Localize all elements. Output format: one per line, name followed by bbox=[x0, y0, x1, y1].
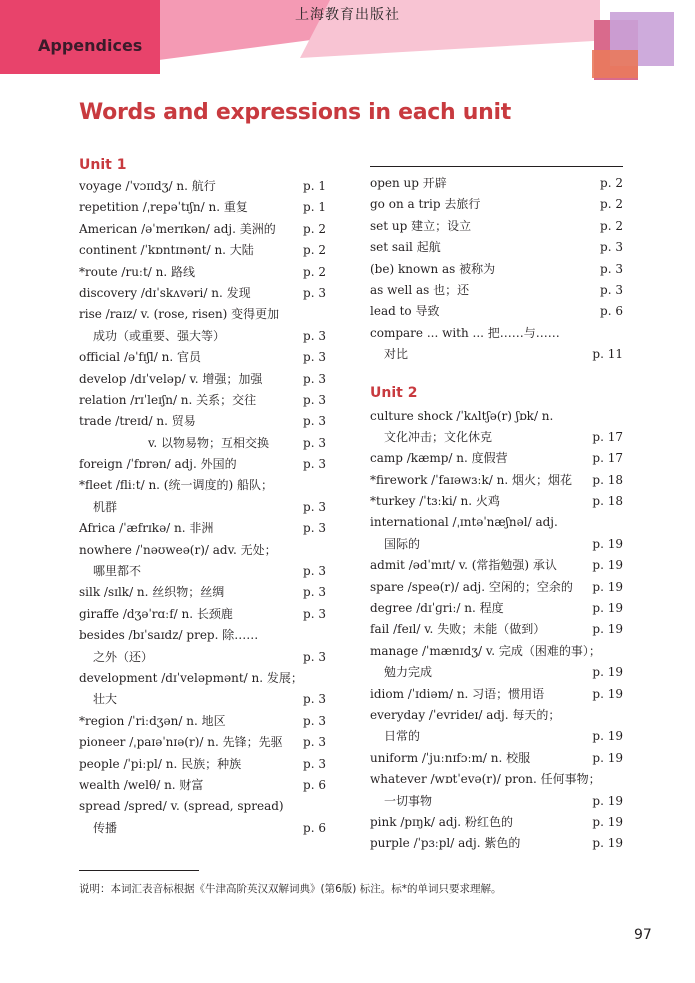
unit-heading: Unit 1 bbox=[79, 157, 127, 173]
section-label: Appendices bbox=[38, 36, 143, 55]
vocab-entry-text: giraffe /dʒəˈrɑːf/ n. 长颈鹿 bbox=[79, 606, 233, 621]
footnote-rule bbox=[79, 870, 199, 871]
vocab-entry-text: nowhere /ˈnəʊweə(r)/ adv. 无处； bbox=[79, 542, 277, 557]
vocab-entry-text: relation /rɪˈleɪʃn/ n. 关系；交往 bbox=[79, 392, 257, 407]
vocab-entry bbox=[79, 711, 326, 732]
vocab-entry-page: p. 18 bbox=[592, 472, 623, 487]
vocab-entry-page: p. 19 bbox=[592, 750, 623, 765]
vocab-entry bbox=[79, 454, 326, 475]
vocab-entry bbox=[79, 197, 326, 218]
vocab-entry bbox=[79, 326, 326, 347]
vocab-entry-text: Africa /ˈæfrɪkə/ n. 非洲 bbox=[79, 521, 214, 536]
vocab-entry bbox=[370, 194, 623, 215]
vocab-entry-page: p. 3 bbox=[303, 392, 326, 407]
vocab-entry-text: whatever /wɒtˈevə(r)/ pron. 任何事物； bbox=[370, 772, 601, 787]
vocab-entry-text: go on a trip 去旅行 bbox=[370, 197, 481, 212]
vocab-entry bbox=[79, 775, 326, 796]
vocab-entry-text: pink /pɪŋk/ adj. 粉红色的 bbox=[370, 814, 513, 829]
vocab-entry-text: 勉力完成 bbox=[384, 665, 433, 680]
vocab-entry-page: p. 3 bbox=[303, 350, 326, 365]
vocab-entry-text: everyday /ˈevrideɪ/ adj. 每天的； bbox=[370, 707, 561, 722]
vocab-entry bbox=[370, 301, 623, 322]
vocab-entry-text: 对比 bbox=[384, 347, 409, 362]
vocab-entry bbox=[370, 237, 623, 258]
vocab-entry-text: people /ˈpiːpl/ n. 民族；种族 bbox=[79, 756, 242, 771]
vocab-entry-text: American /əˈmerɪkən/ adj. 美洲的 bbox=[79, 221, 276, 236]
vocab-entry-page: p. 19 bbox=[592, 579, 623, 594]
vocab-entry-text: 文化冲击；文化休克 bbox=[384, 429, 493, 444]
vocab-entry-text: (be) known as 被称为 bbox=[370, 261, 496, 276]
vocab-entry bbox=[370, 470, 623, 491]
right-column bbox=[370, 166, 623, 855]
vocab-entry bbox=[370, 448, 623, 469]
vocab-entry bbox=[370, 684, 623, 705]
vocab-entry bbox=[79, 240, 326, 261]
vocab-entry bbox=[79, 411, 326, 432]
vocab-entry-page: p. 3 bbox=[303, 756, 326, 771]
vocab-entry bbox=[370, 598, 623, 619]
vocab-entry-text: 国际的 bbox=[384, 536, 421, 551]
vocab-entry-text: wealth /welθ/ n. 财富 bbox=[79, 777, 204, 792]
vocab-entry bbox=[79, 518, 326, 539]
vocab-entry-text: 成功（或重要、强大等） bbox=[93, 328, 226, 343]
vocab-entry bbox=[370, 344, 623, 365]
vocab-entry bbox=[370, 173, 623, 194]
vocab-entry bbox=[370, 769, 623, 790]
vocab-entry-page: p. 2 bbox=[303, 264, 326, 279]
vocab-entry-page: p. 19 bbox=[592, 836, 623, 851]
vocab-entry-text: foreign /ˈfɒrən/ adj. 外国的 bbox=[79, 457, 237, 472]
vocab-entry-page: p. 2 bbox=[600, 218, 623, 233]
vocab-entry-page: p. 2 bbox=[303, 243, 326, 258]
vocab-entry-page: p. 2 bbox=[600, 176, 623, 190]
vocab-entry-text: fail /feɪl/ v. 失败；未能（做到） bbox=[370, 622, 546, 637]
vocab-entry-page: p. 19 bbox=[592, 622, 623, 637]
vocab-entry-page: p. 3 bbox=[303, 585, 326, 600]
vocab-entry-text: 之外（还） bbox=[93, 649, 154, 664]
vocab-entry-text: uniform /ˈjuːnɪfɔːm/ n. 校服 bbox=[370, 750, 531, 765]
vocab-entry bbox=[370, 641, 623, 662]
vocab-entry-text: camp /kæmp/ n. 度假营 bbox=[370, 451, 508, 466]
vocab-entry bbox=[79, 176, 326, 197]
page-title: Words and expressions in each unit bbox=[79, 100, 511, 125]
vocab-entry-text: as well as 也；还 bbox=[370, 282, 470, 297]
vocab-entry bbox=[79, 283, 326, 304]
vocab-entry-page: p. 17 bbox=[592, 451, 623, 466]
vocab-entry-text: discovery /dɪˈskʌvəri/ n. 发现 bbox=[79, 285, 251, 300]
vocab-entry bbox=[370, 748, 623, 769]
vocab-entry-text: culture shock /ˈkʌltʃə(r) ʃɒk/ n. bbox=[370, 408, 554, 423]
vocab-entry bbox=[79, 796, 326, 817]
vocab-entry-text: 哪里都不 bbox=[93, 564, 142, 579]
vocab-entry bbox=[79, 689, 326, 710]
vocab-entry-page: p. 2 bbox=[303, 221, 326, 236]
vocab-entry bbox=[370, 555, 623, 576]
vocab-entry-page: p. 19 bbox=[592, 536, 623, 551]
vocab-entry bbox=[79, 754, 326, 775]
vocab-entry-text: lead to 导致 bbox=[370, 304, 440, 319]
vocab-entry-page: p. 3 bbox=[303, 564, 326, 579]
vocab-entry-text: set up 建立；设立 bbox=[370, 218, 472, 233]
vocab-entry bbox=[370, 791, 623, 812]
vocab-entry-text: compare ... with ... 把……与…… bbox=[370, 325, 560, 340]
vocab-entry-page: p. 19 bbox=[592, 814, 623, 829]
vocab-entry-page: p. 3 bbox=[303, 521, 326, 536]
vocab-entry-text: official /əˈfɪʃl/ n. 官员 bbox=[79, 350, 201, 365]
vocab-entry-page: p. 2 bbox=[600, 197, 623, 212]
vocab-entry-page: p. 3 bbox=[303, 649, 326, 664]
vocab-entry bbox=[79, 732, 326, 753]
vocab-entry bbox=[370, 662, 623, 683]
vocab-entry-page: p. 6 bbox=[303, 820, 326, 835]
vocab-entry bbox=[370, 512, 623, 533]
footnote: 说明：本词汇表音标根据《牛津高阶英汉双解词典》(第6版) 标注。标*的单词只要求理解。 bbox=[79, 883, 502, 895]
vocab-entry-page: p. 19 bbox=[592, 601, 623, 616]
vocab-entry bbox=[370, 406, 623, 427]
page-number: 97 bbox=[634, 927, 652, 943]
vocab-entry bbox=[370, 812, 623, 833]
vocab-entry-page: p. 19 bbox=[592, 729, 623, 744]
vocab-entry-text: silk /sɪlk/ n. 丝织物；丝绸 bbox=[79, 585, 225, 600]
vocab-entry-page: p. 19 bbox=[592, 793, 623, 808]
publisher-name: 上海教育出版社 bbox=[295, 7, 400, 23]
vocab-entry-page: p. 3 bbox=[600, 282, 623, 297]
vocab-entry-page: p. 1 bbox=[303, 179, 326, 193]
header-deco-block bbox=[592, 50, 638, 78]
vocab-entry-text: *route /ruːt/ n. 路线 bbox=[79, 264, 196, 279]
vocab-entry bbox=[370, 619, 623, 640]
vocab-entry-text: 机群 bbox=[93, 499, 118, 514]
vocab-entry bbox=[370, 577, 623, 598]
vocab-entry bbox=[79, 347, 326, 368]
vocab-entry-text: manage /ˈmænɪdʒ/ v. 完成（困难的事）； bbox=[370, 643, 601, 658]
vocab-entry-page: p. 3 bbox=[303, 713, 326, 728]
vocab-entry-page: p. 6 bbox=[600, 304, 623, 319]
vocab-entry bbox=[79, 219, 326, 240]
vocab-entry-text: trade /treɪd/ n. 贸易 bbox=[79, 414, 196, 429]
vocab-entry-page: p. 3 bbox=[303, 692, 326, 707]
vocab-entry-page: p. 3 bbox=[303, 499, 326, 514]
vocab-entry-text: voyage /ˈvɔɪɪdʒ/ n. 航行 bbox=[79, 179, 216, 193]
vocab-entry bbox=[79, 540, 326, 561]
vocab-entry-page: p. 3 bbox=[303, 457, 326, 472]
vocab-entry-text: development /dɪˈveləpmənt/ n. 发展； bbox=[79, 670, 303, 685]
vocab-entry-page: p. 19 bbox=[592, 665, 623, 680]
vocab-entry bbox=[370, 491, 623, 512]
vocab-entry bbox=[370, 534, 623, 555]
vocab-entry-text: *region /ˈriːdʒən/ n. 地区 bbox=[79, 713, 226, 728]
vocab-entry bbox=[79, 475, 326, 496]
vocab-entry-text: degree /dɪˈɡriː/ n. 程度 bbox=[370, 601, 504, 616]
vocab-entry-page: p. 3 bbox=[303, 328, 326, 343]
vocab-entry-text: besides /bɪˈsaɪdz/ prep. 除…… bbox=[79, 628, 259, 643]
vocab-entry bbox=[79, 561, 326, 582]
vocab-entry-text: 壮大 bbox=[93, 692, 118, 707]
word-list bbox=[79, 176, 326, 839]
vocab-entry-text: *fleet /fliːt/ n. (统一调度的) 船队； bbox=[79, 478, 273, 493]
vocab-entry-page: p. 3 bbox=[303, 735, 326, 750]
word-list bbox=[370, 173, 623, 366]
unit-heading: Unit 2 bbox=[370, 384, 418, 401]
vocab-entry-text: v. 以物易物；互相交换 bbox=[148, 435, 269, 450]
vocab-entry-page: p. 3 bbox=[303, 435, 326, 450]
vocab-entry-page: p. 3 bbox=[303, 371, 326, 386]
vocab-entry-text: open up 开辟 bbox=[370, 176, 447, 190]
vocab-entry-page: p. 6 bbox=[303, 777, 326, 792]
vocab-entry-text: purple /ˈpɜːpl/ adj. 紫色的 bbox=[370, 836, 521, 851]
vocab-entry bbox=[370, 726, 623, 747]
vocab-entry bbox=[370, 705, 623, 726]
vocab-entry-text: 一切事物 bbox=[384, 793, 433, 808]
vocab-entry bbox=[79, 604, 326, 625]
vocab-entry-text: spread /spred/ v. (spread, spread) bbox=[79, 799, 284, 814]
vocab-entry-page: p. 3 bbox=[600, 240, 623, 255]
vocab-entry bbox=[79, 390, 326, 411]
vocab-entry bbox=[370, 280, 623, 301]
vocab-entry-page: p. 3 bbox=[600, 261, 623, 276]
vocab-entry-text: *firework /ˈfaɪəwɜːk/ n. 烟火；烟花 bbox=[370, 472, 572, 487]
vocab-entry-text: 传播 bbox=[93, 820, 118, 835]
vocab-entry bbox=[370, 427, 623, 448]
vocab-entry-text: rise /raɪz/ v. (rose, risen) 变得更加 bbox=[79, 307, 280, 322]
vocab-entry-text: pioneer /ˌpaɪəˈnɪə(r)/ n. 先锋；先驱 bbox=[79, 735, 283, 750]
vocab-entry bbox=[370, 323, 623, 344]
vocab-entry-text: idiom /ˈɪdiəm/ n. 习语；惯用语 bbox=[370, 686, 545, 701]
vocab-entry-page: p. 3 bbox=[303, 285, 326, 300]
vocab-entry bbox=[79, 625, 326, 646]
vocab-entry bbox=[79, 433, 326, 454]
vocab-entry bbox=[370, 216, 623, 237]
vocab-entry-page: p. 11 bbox=[592, 347, 623, 362]
vocab-entry-text: admit /ədˈmɪt/ v. (常指勉强) 承认 bbox=[370, 558, 557, 573]
vocab-entry-text: 日常的 bbox=[384, 729, 421, 744]
vocab-entry-text: develop /dɪˈveləp/ v. 增强；加强 bbox=[79, 371, 263, 386]
vocab-entry bbox=[79, 582, 326, 603]
word-list bbox=[370, 406, 623, 855]
vocab-entry bbox=[79, 497, 326, 518]
vocab-entry-text: spare /speə(r)/ adj. 空闲的；空余的 bbox=[370, 579, 573, 594]
vocab-entry bbox=[79, 369, 326, 390]
vocab-entry bbox=[79, 304, 326, 325]
vocab-entry-text: international /ˌɪntəˈnæʃnəl/ adj. bbox=[370, 515, 558, 530]
vocab-entry bbox=[370, 259, 623, 280]
vocab-entry-page: p. 18 bbox=[592, 494, 623, 509]
vocab-entry-page: p. 3 bbox=[303, 606, 326, 621]
vocab-entry bbox=[79, 818, 326, 839]
vocab-entry-text: continent /ˈkɒntɪnənt/ n. 大陆 bbox=[79, 243, 254, 258]
vocab-entry-text: repetition /ˌrepəˈtɪʃn/ n. 重复 bbox=[79, 200, 248, 215]
vocab-entry-page: p. 1 bbox=[303, 200, 326, 215]
left-column bbox=[79, 154, 326, 839]
vocab-entry-page: p. 17 bbox=[592, 429, 623, 444]
vocab-entry-text: *turkey /ˈtɜːki/ n. 火鸡 bbox=[370, 494, 500, 509]
vocab-entry bbox=[79, 262, 326, 283]
vocab-entry bbox=[370, 833, 623, 854]
vocab-entry bbox=[79, 668, 326, 689]
vocab-entry-page: p. 19 bbox=[592, 686, 623, 701]
vocab-entry-page: p. 19 bbox=[592, 558, 623, 573]
vocab-entry-page: p. 3 bbox=[303, 414, 326, 429]
vocab-entry bbox=[79, 647, 326, 668]
vocab-entry-text: set sail 起航 bbox=[370, 240, 441, 255]
